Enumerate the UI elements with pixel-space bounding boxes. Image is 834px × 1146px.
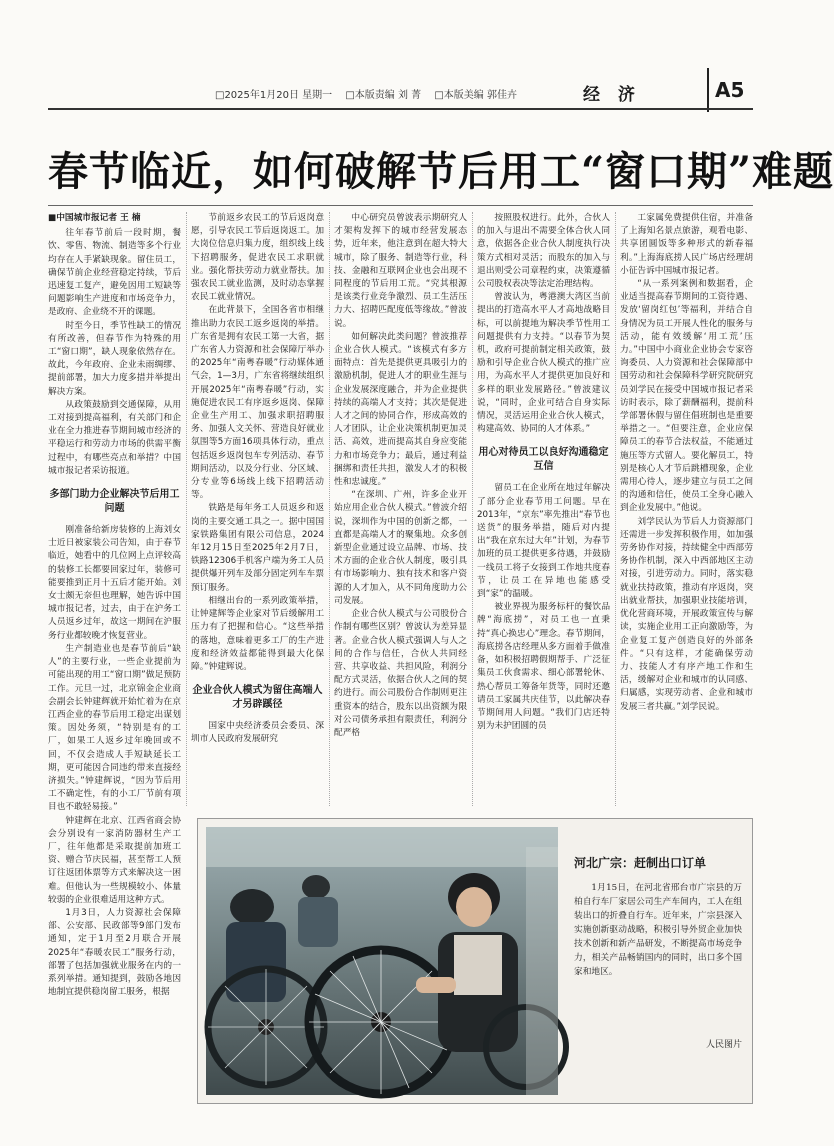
subheading: 多部门助力企业解决节后用工问题 bbox=[49, 489, 180, 515]
photo-feature bbox=[197, 818, 753, 1104]
paragraph: 按照股权进行。此外，合伙人的加入与退出不需要全体合伙人同意，依据各企业合伙人制度执行决策方式相对灵活；而股东的加入与退出则受公司章程约束，决策遵循公司股权表决等法定治理结构。 bbox=[477, 213, 610, 290]
paragraph: 刚准备给新房装修的上海刘女士近日被家装公司告知，由于春节临近，她看中的几位网上点评较高的装修工长都要回家过年，装修可能要推到正月十五后才能开始。刘女士颇无奈但也理解，她告诉中国城市报记者，过去，由于在沪务工人员返乡过年，故这一期间在沪服务行业都较晚才恢复营业。 bbox=[48, 525, 181, 641]
column-divider bbox=[615, 212, 616, 806]
page-editor: □本版责编 刘 菁 bbox=[345, 90, 422, 101]
page-header bbox=[0, 0, 800, 112]
page-designer: □本版美编 郭佳卉 bbox=[434, 90, 517, 101]
subheading: 用心对待员工以良好沟通稳定互信 bbox=[478, 447, 609, 473]
page-number: A5 bbox=[707, 68, 751, 112]
article-headline: 春节临近，如何破解节后用工“窗口期”难题 bbox=[48, 148, 834, 195]
paragraph: 被业界视为服务标杆的餐饮品牌“海底捞”，对员工也一直秉持“真心换忠心”理念。春节期间，海底捞各店经理从多方面着手做准备，如积极招聘假期帮手、广泛征集员工伙食需求、细心部署轮休、热心帮员工筹备年货等，同时还邀请员工家属共庆佳节，以此解决春节期间用人问题。“我们门店还特别为未护团圆的员 bbox=[477, 602, 610, 732]
caption-title: 河北广宗：赶制出口订单 bbox=[574, 856, 707, 870]
issue-date: □2025年1月20日 星期一 bbox=[215, 90, 333, 101]
article-column-4 bbox=[477, 212, 610, 806]
caption-text: 1月15日，在河北省邢台市广宗县的万柏自行车厂家居公司生产车间内，工人在组装出口的折叠自行车。近年来，广宗县深入实施创新驱动战略，积极引导外贸企业加快技术创新和新产品研发，不断提高市场竞争力，相关产品畅销国内的同时，出口多个国家和地区。 bbox=[574, 883, 742, 977]
photo-credit: 人民图片 bbox=[705, 1040, 742, 1050]
paragraph: 工家属免费提供住宿，并准备了上海知名景点旅游，观看电影、共享团圆饭等多种形式的新春福利。”上海海底捞人民广场店经理胡小征告诉中国城市报记者。 bbox=[620, 213, 753, 276]
paragraph: 节前返乡农民工的节后返岗意愿，引导农民工节后返岗返工。加大岗位信息归集力度，组织线上线下招聘服务，促进农民工求职就业。强化帮扶劳动力就业帮扶。加强农民工就业监测，及时动态掌握农民工就业情况。 bbox=[191, 213, 324, 303]
paragraph: 相继出台的一系列政策举措，让钟建辉等企业家对节后缓解用工压力有了把握和信心。“这些举措的落地，意味着更多工厂的生产进度和经济效益都能得到最大化保障。”钟建辉说。 bbox=[191, 595, 324, 672]
section-name: 经 济 bbox=[583, 85, 641, 105]
paragraph: 刘学民认为节后人力资源部门还需进一步发挥积极作用，如加强劳务协作对接，持续健全中西部劳务协作机制，深入中西部地区主动对接，引进劳动力。同时，落实稳就业扶持政策，推动有序返岗，突出就业帮扶，加强职业技能培训，优化营商环境，开展政策宣传与解读，实施企业用工正向激励等，为企业复工复产创造良好的外部条件。“只有这样，才能确保劳动力、技能人才有序产地工作和生活，缓解对企业和城市的认同感、归属感，实现劳动者、企业和城市发展三者共赢。”刘学民说。 bbox=[620, 516, 753, 712]
paragraph: 国家中央经济委员会委员、深圳市人民政府发展研究 bbox=[191, 721, 324, 745]
bicycle-assembly-illustration bbox=[206, 827, 558, 1095]
paragraph: 往年春节前后一段时期，餐饮、零售、物流、制造等多个行业均存在人手紧缺现象。留住员工，确保节前企业经营稳定持续，节后迅速复工复产，避免因用工短缺等问题影响生产进度和市场竞争力，是政府、企业绕不开的课题。 bbox=[48, 228, 181, 318]
paragraph: 1月3日，人力资源社会保障部、公安部、民政部等9部门发布通知，定于1月至2月联合开展2025年“春暖农民工”服务行动，部署了包括加强就业服务在内的一系列举措。通知提到，鼓励各地因地制宜提供稳岗留工服务，根据 bbox=[48, 907, 181, 998]
article-column-2 bbox=[191, 212, 324, 806]
column-divider bbox=[186, 212, 187, 806]
article-column-1 bbox=[48, 212, 181, 998]
paragraph: 企业合伙人模式与公司股份合作制有哪些区别？曾波认为差异显著。企业合伙人模式强调人与人之间的合作与信任，合伙人共同经营、共享收益、共担风险，利润分配方式灵活，依据合伙人之间的契约进行。而公司股份合作制则更注重资本的结合，股东以出资额为限对公司债务承担有限责任，利润分配严格 bbox=[334, 609, 467, 738]
article-column-5 bbox=[620, 212, 753, 806]
paragraph: 从政策鼓励到交通保障，从用工对接到提高福利，有关部门和企业在全力推进春节期间城市经济的平稳运行和劳动力市场的供需平衡过程中，有哪些亮点和举措？中国城市报记者采访报道。 bbox=[48, 399, 181, 476]
headline-divider bbox=[48, 205, 753, 206]
paragraph: 铁路是每年务工人员返乡和返岗的主要交通工具之一。据中国国家铁路集团有限公司信息，2024年12月15日至2025年2月7日，铁路12306手机客户端为务工人员提供爆开列车及部分固定列车车票预订服务。 bbox=[191, 503, 324, 593]
header-meta bbox=[215, 86, 527, 101]
paragraph: 中心研究员曾波表示期研究人才架构发挥下的城市经营发展态势，近年来，他注意到在超大特大城市，除了服务、制造等行业，科技、金融和互联网企业也会出现不同程度的节后用工荒。“究其根源是该类行业竞争激烈、员工生活压力大、招聘匹配度低等缘故。”曾波说。 bbox=[334, 213, 467, 329]
factory-workers-photo bbox=[206, 827, 558, 1095]
paragraph: 在此背景下，全国各省市相继推出助力农民工返乡返岗的举措。广东省是拥有农民工第一大省，据广东省人力资源和社会保障厅举办的2025年“南粤春暖”行动媒体通气会，1—3月，广东省将继续组织开展2025年“南粤春暖”行动，实施促进农民工有序返乡返岗、保障企业生产用工、加强求职招聘服务、加强人文关怀、营造良好就业氛围等5方面16项具体行动，重点包括返乡返岗包车专列活动、春节期间活动，以及分行业、分区域、分专业等6场线上线下招聘活动等。 bbox=[191, 305, 324, 501]
subheading: 企业合伙人模式为留住高端人才另辟蹊径 bbox=[192, 685, 323, 711]
article-column-3 bbox=[334, 212, 467, 806]
photo-caption bbox=[574, 855, 742, 979]
paragraph: 生产制造业也是春节前后“缺人”的主要行业，一些企业提前为可能出现的用工“窗口期”做足预防工作。元旦一过，北京锦金企业商会副会长钟建辉就开始忙着为在京江西企业的春节后用工稳定出谋划策。因处务须，“特别是有的工厂，如果工人返乡过年晚回或不回，不仅会造成人手短缺延长工期，更可能因合同违约带来直接经济损失。”钟建辉说，“因为节后用工不确定性，有的小工厂节前有项目也不敢轻易接。” bbox=[48, 643, 181, 813]
paragraph: 留员工在企业所在地过年解决了部分企业春节用工问题。早在2013年，“京东”率先推出“春节也送货”的服务举措，随后对内提出“我在京东过大年”计划，为春节加班的员工提供更多待遇，并鼓励一线员工将子女接到工作地共度春节，让员工在异地也能感受到“家”的温暖。 bbox=[477, 483, 610, 600]
paragraph: “在深圳、广州，许多企业开始应用企业合伙人模式。”曾波介绍说，深圳作为中国的创新之都，一直都是高端人才的聚集地。众多创新型企业通过设立品牌、市场、技术方面的企业合伙人制度，吸引具有市场影响力、独有技术和客户资源的人才加入，从不同角度助力公司发展。 bbox=[334, 490, 467, 606]
column-divider bbox=[472, 212, 473, 806]
reporter-byline: ■中国城市报记者 王 楠 bbox=[48, 213, 141, 223]
paragraph: 如何解决此类问题？曾波推荐企业合伙人模式。“该模式有多方面特点：首先是提供更具吸引力的激励机制，促进人才的职业生涯与企业发展深度融合，并为企业提供持续的高端人才支持；其次是促进人才之间的协同合作，形成高效的人才团队，让企业决策机制更加灵活、高效，进而提高其自身应变能力和市场竞争力；最后，通过利益捆绑和责任共担，激发人才的积极性和忠诚度。” bbox=[334, 331, 467, 488]
paragraph: 钟建辉在北京、江西省商会协会分别设有一家消防器材生产工厂，往年他都是采取提前加班工资、赠合节庆民福，甚至帮工人预订往返团体票等方式来解决这一困难。但他认为一些规模较小、体量较弱的企业很难适用这种方式。 bbox=[48, 815, 181, 905]
paragraph: “从一系列案例和数据看，企业适当提高春节期间的工资待遇、发放‘留岗红包’等福利，并结合自身情况为员工开展人性化的服务与活动，能有效缓解‘用工荒’压力。”中国中小商业企业协会专家咨询委员、人力资源和社会保障部中国劳动和社会保障科学研究院研究员刘学民在接受中国城市报记者采访时表示，除了薪酬福利，提前科学部署休假与留住倡班制也是重要举措之一。“但要注意，企业应保障员工的春节合法权益，不能通过施压等方式留人。要化解员工，特别是核心人才节后跳槽现象，企业需用心待人，逐步建立与员工之间的沟通和信任，使员工全身心融入到企业发展中。”他说。 bbox=[620, 279, 753, 514]
paragraph: 时至今日，季节性缺工的情况有所改善，但春节作为特殊的用工“窗口期”，缺人现象依然存在。故此，今年政府、企业未雨绸缪、提前部署，加大力度多措并举提出解决方案。 bbox=[48, 320, 181, 397]
column-divider bbox=[329, 212, 330, 806]
header-divider bbox=[48, 108, 753, 110]
paragraph: 曾波认为，粤港澳大湾区当前提出的打造高水平人才高地战略目标，可以前提地为解决季节性用工问题提供有力支持。“以春节为契机，政府可提前制定相关政策，鼓励和引导企业合伙人模式的推广应用，为高水平人才提供更加良好和多样的职业发展路径。”曾波建议说，“同时，企业可结合自身实际情况，灵活运用企业合伙人模式，构建高效、协同的人才体系。” bbox=[477, 292, 610, 435]
